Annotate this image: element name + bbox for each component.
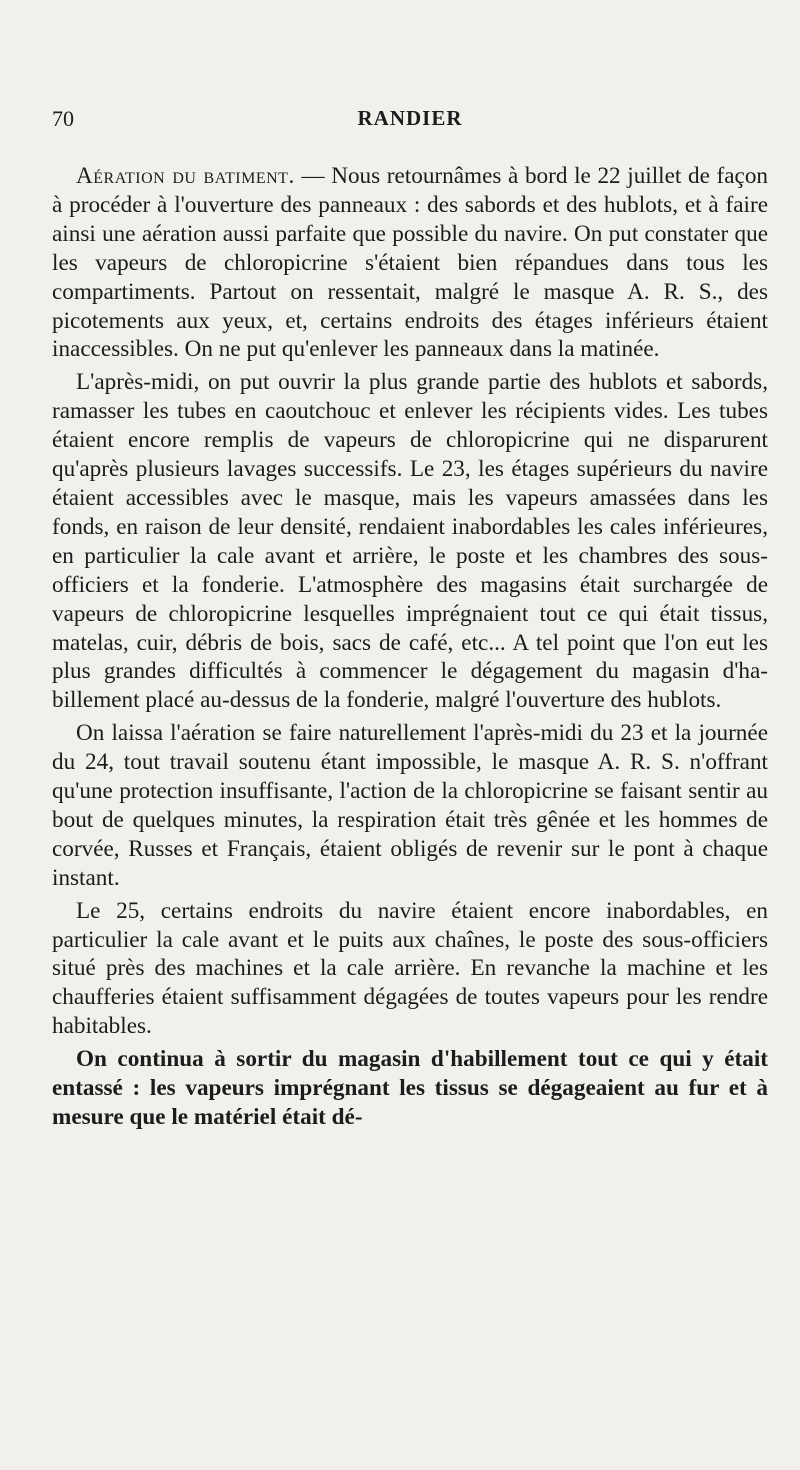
paragraph-5: On continua à sortir du magasin d'habillement tout ce qui y était entassé : les vapeurs imprégnant les tissus se dégageaient au fur et à mesure que le matériel était dé- — [52, 1046, 768, 1130]
paragraph-4: Le 25, certains endroits du navire étaient encore inabordables, en particulier la cale avant et le puits aux chaînes, le poste des sous-officiers situé près des machines et la cale arrière. En revanche la machine et les chaufferies étaient suffisamment dégagées de toutes vapeurs pour les rendre habitables. — [52, 897, 768, 1040]
section-heading: Aération du batiment. — [76, 163, 295, 189]
paragraph-3: On laissa l'aération se faire naturellement l'après-midi du 23 et la journée du 24, tout travail soutenu étant impossible, le masque A. R. S. n'offrant qu'une protection insuffisante, l'action de la chloropicrine se faisant sentir au bout de quelques minutes, la respiration était très gênée et les hommes de corvée, Russes et Français, étaient obligés de revenir sur le pont à chaque instant. — [52, 720, 768, 891]
book-page — [52, 100, 768, 1132]
running-title: RANDIER — [357, 106, 463, 130]
page-header — [52, 100, 768, 140]
paragraph-1 — [52, 162, 768, 364]
page-number: 70 — [52, 106, 74, 131]
paragraph-1-text: Nous retournâmes à bord le 22 juillet de façon à procéder à l'ouverture des panneaux : des sabords et des hublots, et à faire ainsi une aération aussi parfaite que possible du navire. On put constater que les vapeurs de chloropicrine s'étaient bien répandues dans tous les compartiments. Partout on ressentait, malgré le masque A. R. S., des picotements aux yeux, et, certains endroits des étages inférieurs étaient inaccessibles. On ne put qu'enlever les panneaux dans la matinée. — [52, 163, 769, 363]
paragraph-2: L'après-midi, on put ouvrir la plus grande partie des hublots et sabords, ramasser les tubes en caoutchouc et enlever les récipients vides. Les tubes étaient encore remplis de vapeurs de chloropicrine qui ne disparurent qu'après plusieurs lavages successifs. Le 23, les étages supérieurs du navire étaient accessibles avec le masque, mais les vapeurs amassées dans les fonds, en raison de leur densité, rendaient inabordables les cales inférieures, en particulier la cale avant et arrière, le poste et les chambres des sous-officiers et la fonderie. L'atmosphère des magasins était surchargée de vapeurs de chloropicrine lesquelles imprégnaient tout ce qui était tissus, matelas, cuir, débris de bois, sacs de café, etc... A tel point que l'on eut les plus grandes difficultés à commencer le dégagement du magasin d'habillement placé au-dessus de la fonderie, malgré l'ouverture des hublots. — [52, 369, 768, 714]
heading-dash: — — [294, 163, 332, 189]
